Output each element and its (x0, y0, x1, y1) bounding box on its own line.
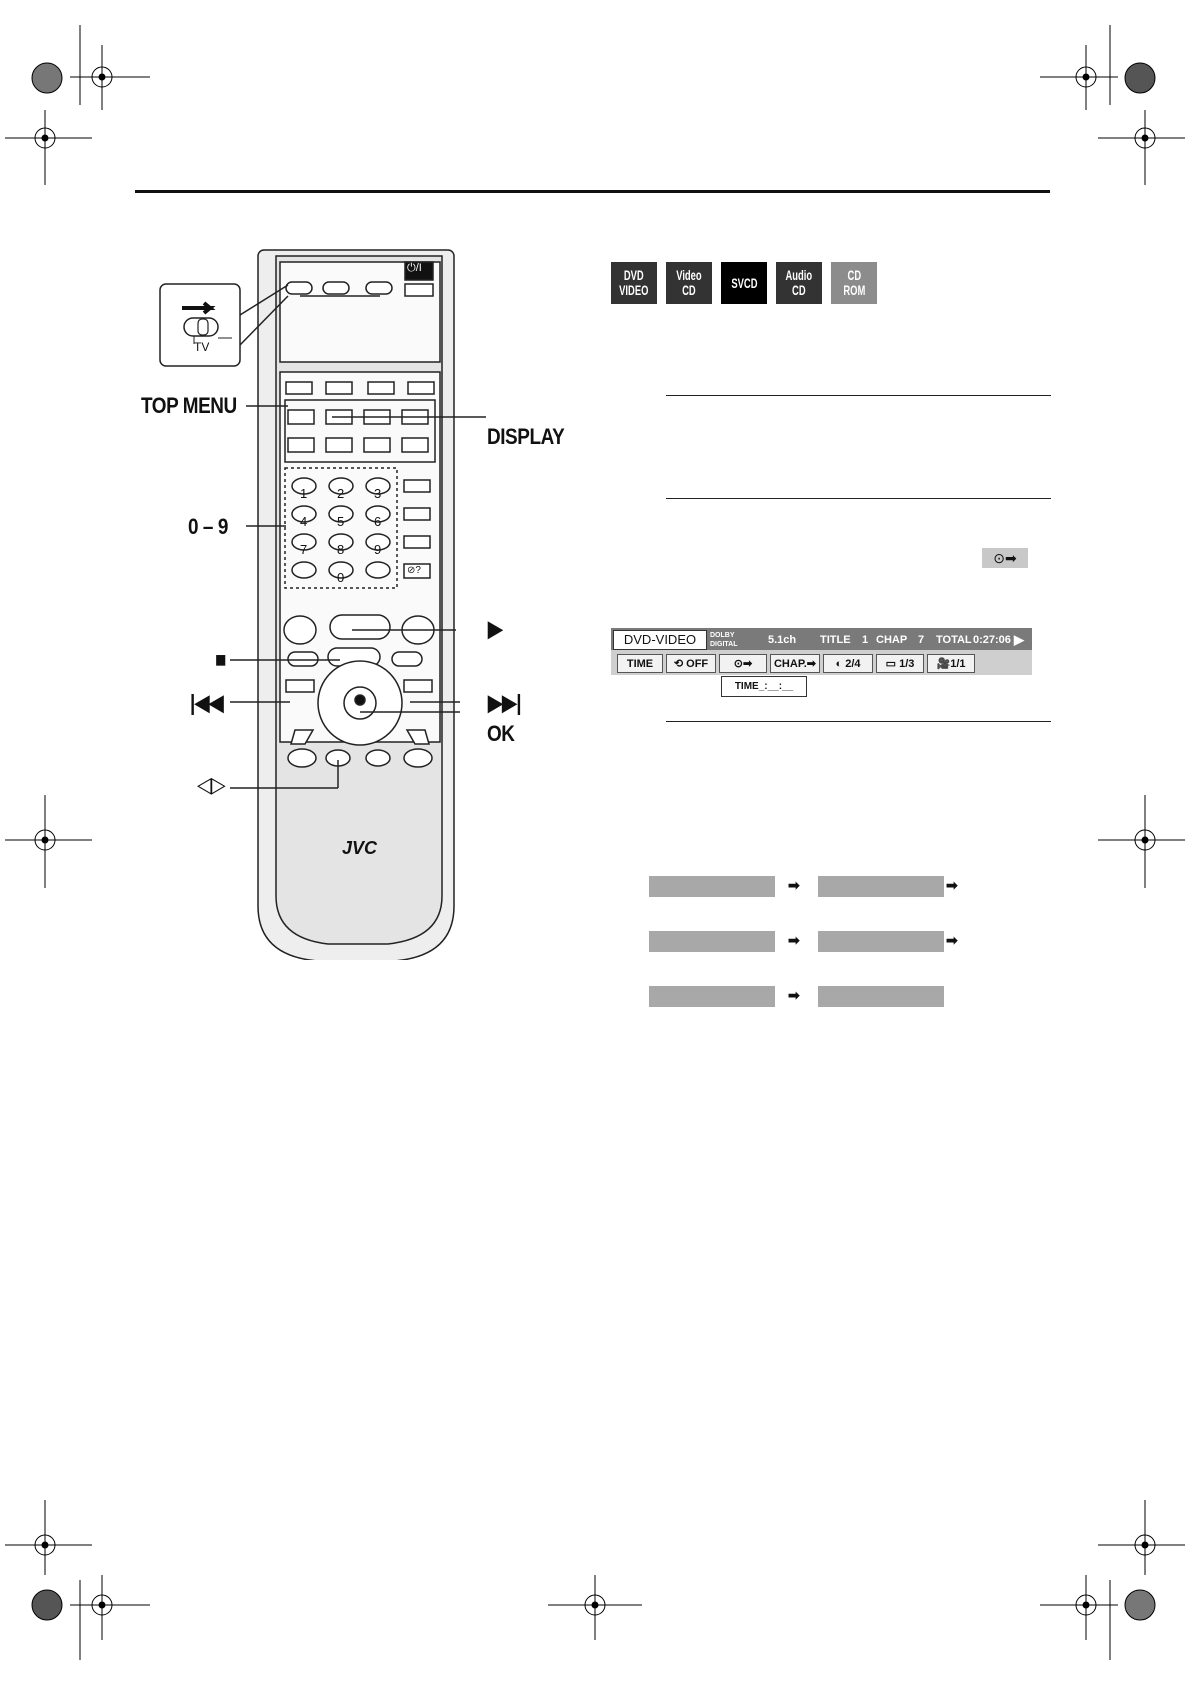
remote-key-2: 2 (337, 486, 345, 501)
callout-left-right: ◁▷ (197, 772, 226, 797)
osd-time-search-button[interactable]: ⊙➡ (719, 654, 767, 673)
sequence-bar (649, 876, 775, 897)
badge-video-cd: Video CD (666, 262, 712, 304)
remote-key-6: 6 (374, 514, 382, 529)
osd-format: DVD-VIDEO (613, 630, 707, 650)
arrow-icon: ➡ (946, 877, 958, 893)
sequence-bar (818, 986, 944, 1007)
sequence-bar (818, 931, 944, 952)
callout-top-menu: TOP MENU (141, 393, 237, 418)
arrow-icon: ➡ (788, 932, 800, 948)
remote-key-8: 8 (337, 542, 345, 557)
sequence-bar (649, 931, 775, 952)
remote-key-1: 1 (300, 486, 308, 501)
badge-svcd: SVCD (721, 262, 767, 304)
section-rule (666, 721, 1051, 722)
remote-brand-logo: JVC (342, 838, 378, 858)
osd-total-value: 0:27:06 (973, 634, 1011, 646)
osd-time-button[interactable]: TIME (617, 654, 663, 673)
remote-key-0: 0 (337, 570, 345, 585)
power-button: ⏻/I (407, 262, 422, 274)
osd-chap-label: CHAP (876, 634, 908, 646)
osd-title-value: 1 (862, 634, 869, 646)
osd-dolby-logo: DOLBY DIGITAL (710, 632, 738, 648)
remote-key-4: 4 (300, 514, 308, 529)
callout-stop: ■ (215, 647, 227, 672)
sequence-bar (649, 986, 775, 1007)
badge-dvd-video: DVD VIDEO (611, 262, 657, 304)
remote-key-7: 7 (300, 542, 308, 557)
callout-digits: 0 – 9 (188, 514, 228, 539)
arrow-icon: ➡ (788, 987, 800, 1003)
osd-time-popup: TIME_:__:__ (721, 676, 807, 697)
arrow-icon: ➡ (788, 877, 800, 893)
osd-title-label: TITLE (820, 634, 851, 646)
remote-switch-label: TV (194, 340, 210, 354)
remote-key-5: 5 (337, 514, 345, 529)
remote-key-9: 9 (374, 542, 382, 557)
osd-total-label: TOTAL (936, 634, 972, 646)
sequence-bar (818, 876, 944, 897)
remote-key-3: 3 (374, 486, 382, 501)
osd-channels: 5.1ch (768, 634, 797, 646)
arrow-icon: ➡ (946, 932, 958, 948)
section-rule (666, 395, 1051, 396)
time-search-icon: ⊙➡ (982, 548, 1028, 568)
osd-subtitle-button[interactable]: ▭ 1/3 (876, 654, 924, 673)
callout-display: DISPLAY (487, 424, 565, 449)
osd-chap-value: 7 (918, 634, 925, 646)
osd-play-icon: ▶ (1014, 632, 1024, 647)
osd-audio-button[interactable]: ◐ 2/4 (823, 654, 873, 673)
header-rule (135, 190, 1050, 193)
osd-chapter-search-button[interactable]: CHAP.➡ (770, 654, 820, 673)
remote-control-illustration (140, 240, 700, 960)
badge-cd-rom: CD ROM (831, 262, 877, 304)
callout-play: ▶ (488, 616, 503, 641)
callout-next: ▶▶| (488, 690, 522, 715)
callout-ok: OK (487, 721, 515, 746)
badge-audio-cd: Audio CD (776, 262, 822, 304)
remote-clock-key: ⊘? (407, 565, 421, 576)
callout-previous: |◀◀ (190, 690, 224, 715)
osd-repeat-button[interactable]: ⟲ OFF (666, 654, 716, 673)
osd-angle-button[interactable]: 🎥1/1 (927, 654, 975, 673)
section-rule (666, 498, 1051, 499)
